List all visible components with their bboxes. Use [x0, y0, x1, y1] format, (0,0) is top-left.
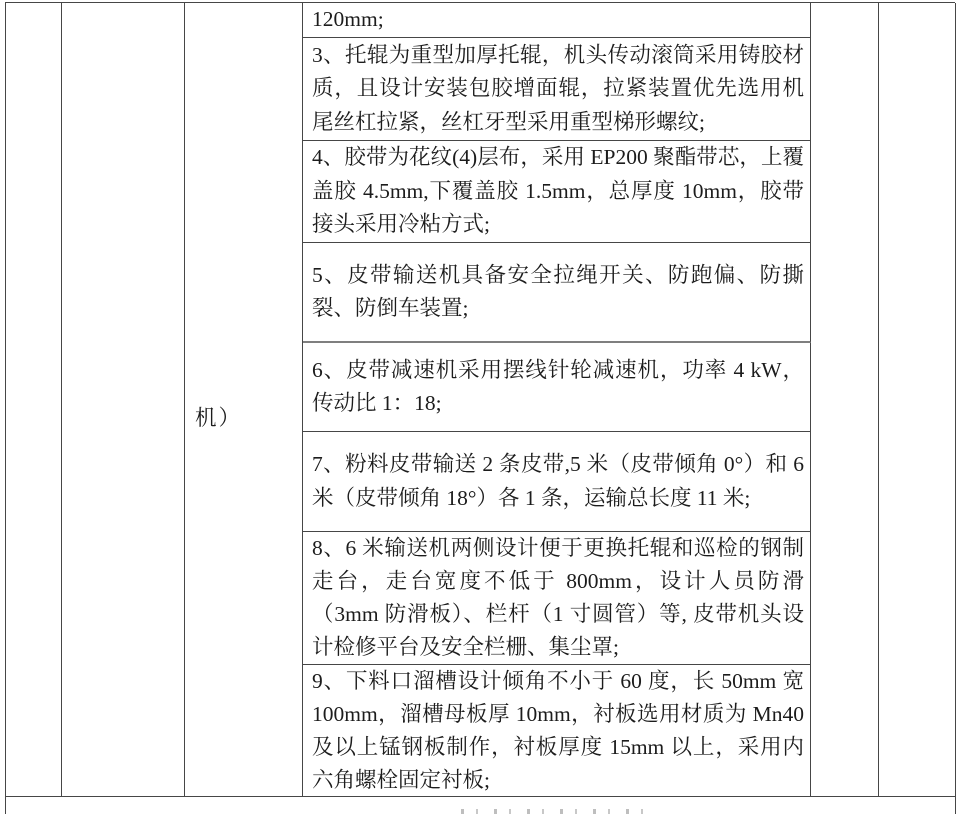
spec-text: 9、下料口溜槽设计倾角不小于 60 度，长 50mm 宽 100mm，溜槽母板厚 10mm，衬板选用材质为 Mn40 及以上锰钢板制作，衬板厚度 15mm 以上，采用内六角螺栓固定衬板;	[312, 668, 804, 792]
spec-row-item-4	[303, 141, 811, 243]
clipped-text-glyph-tops	[461, 809, 656, 814]
table-column-index-cell	[6, 3, 62, 797]
spec-row-120mm	[303, 3, 811, 38]
spec-row-item-7	[303, 432, 811, 532]
next-section-row-clipped	[6, 797, 956, 814]
table-column-qty-cell	[811, 3, 879, 797]
spec-row-item-3	[303, 38, 811, 141]
spec-text: 7、粉料皮带输送 2 条皮带,5 米（皮带倾角 0°）和 6 米（皮带倾角 18°）各 1 条，运输总长度 11 米;	[312, 452, 804, 510]
specification-table	[5, 2, 955, 814]
spec-row-item-9	[303, 665, 811, 797]
table-column-name-cell	[62, 3, 185, 797]
spec-text: 5、皮带输送机具备安全拉绳开关、防跑偏、防撕裂、防倒车装置;	[312, 262, 804, 320]
spec-row-item-5	[303, 243, 811, 343]
spec-text: 4、胶带为花纹(4)层布，采用 EP200 聚酯带芯，上覆盖胶 4.5mm,下覆盖胶 1.5mm，总厚度 10mm，胶带接头采用冷粘方式;	[312, 145, 804, 237]
table-column-remark-cell	[879, 3, 956, 797]
spec-text: 6、皮带减速机采用摆线针轮减速机，功率 4 kW，传动比 1：18;	[312, 357, 804, 415]
table-column-equipment-cell	[185, 3, 303, 797]
spec-row-item-6	[303, 343, 811, 432]
equipment-label-partial: 机）	[195, 405, 243, 430]
spec-row-item-8	[303, 532, 811, 665]
spec-text: 8、6 米输送机两侧设计便于更换托辊和巡检的钢制走台，走台宽度不低于 800mm，设计人员防滑（3mm 防滑板）、栏杆（1 寸圆管）等, 皮带机头设计检修平台及安全栏栅、集尘罩;	[312, 536, 804, 659]
spec-text: 3、托辊为重型加厚托辊，机头传动滚筒采用铸胶材质，且设计安装包胶增面辊，拉紧装置优先选用机尾丝杠拉紧，丝杠牙型采用重型梯形螺纹;	[312, 42, 804, 134]
spec-text: 120mm;	[312, 7, 384, 32]
